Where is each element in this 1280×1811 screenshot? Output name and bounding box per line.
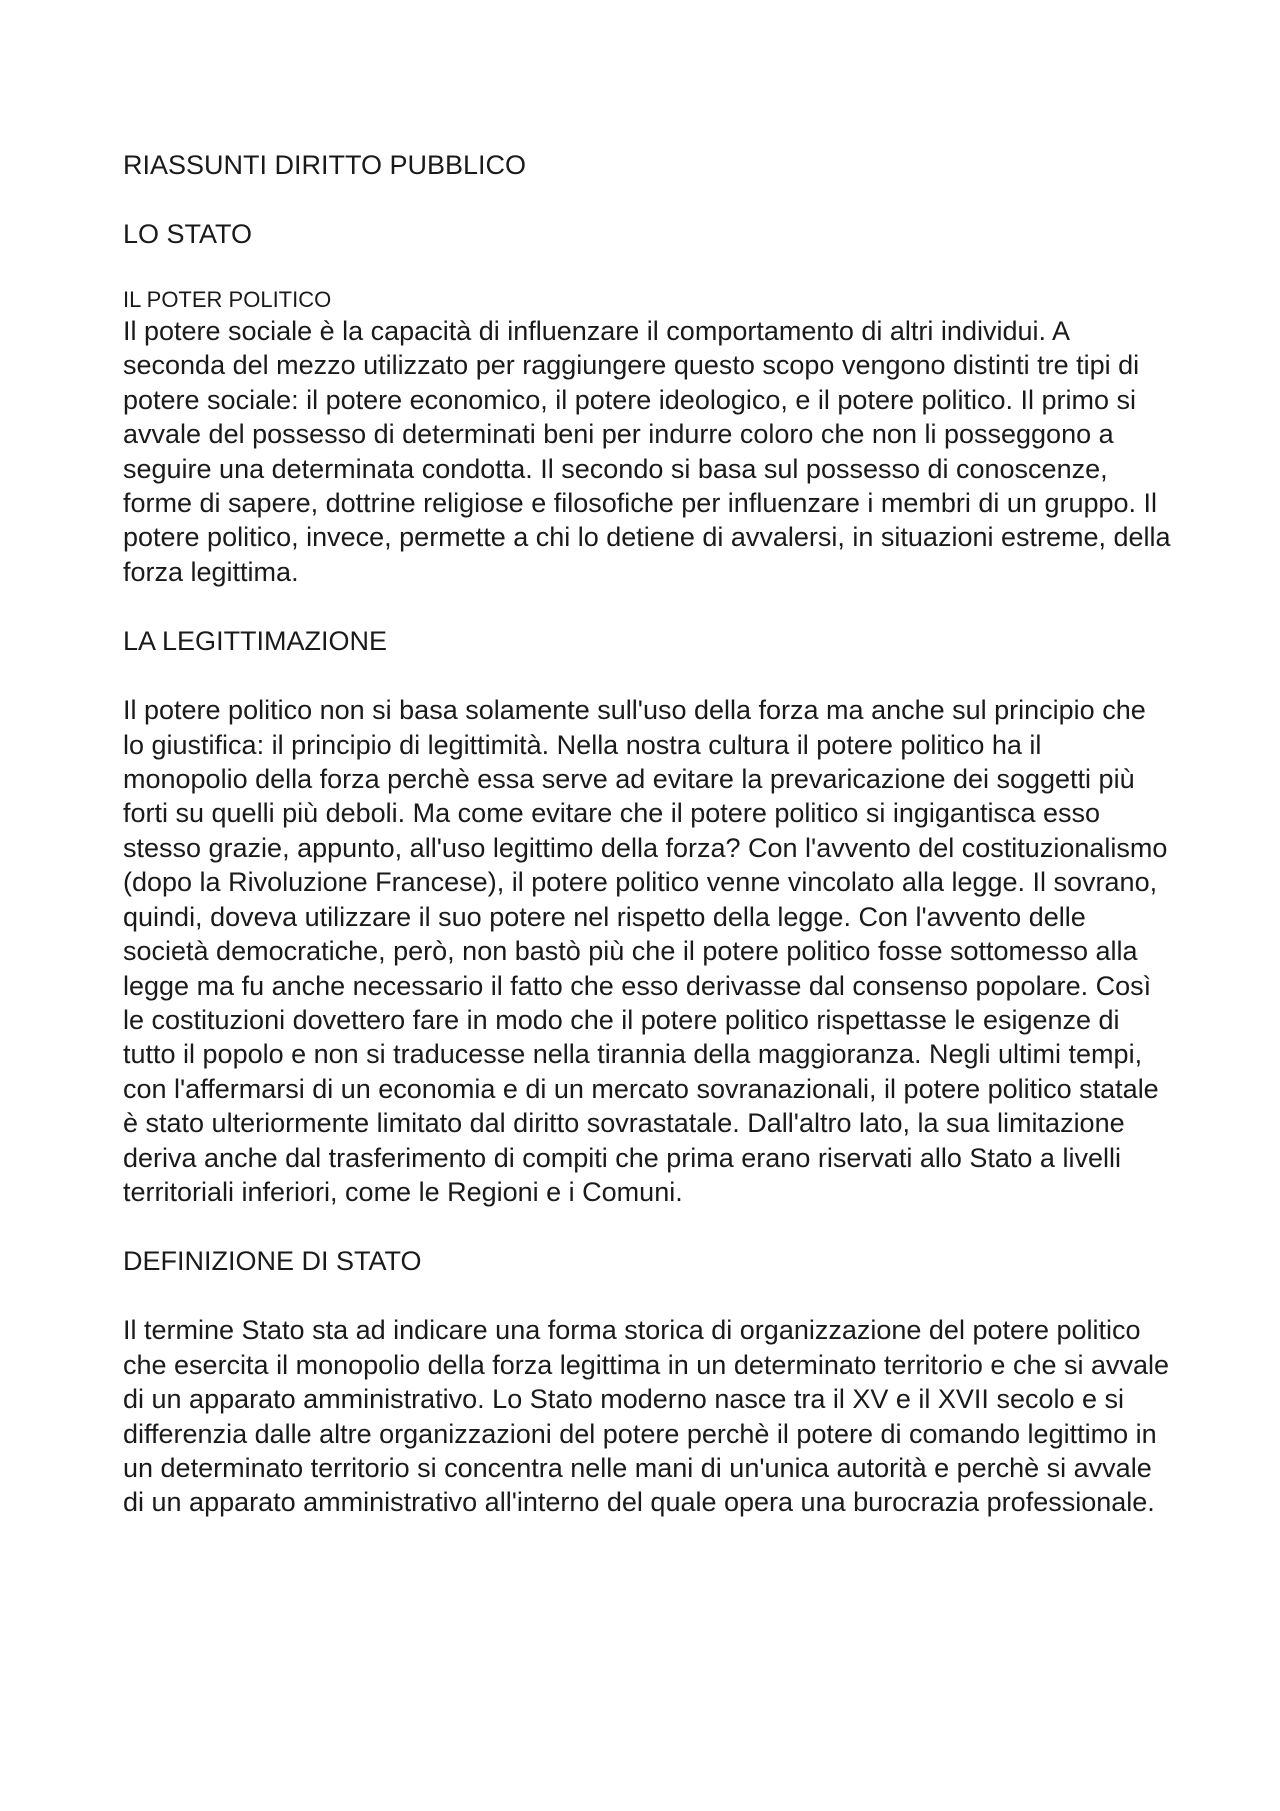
section-heading-lo-stato: LO STATO — [123, 219, 253, 249]
spacer — [123, 658, 1173, 693]
paragraph-potere-sociale: Il potere sociale è la capacità di influenzare il comportamento di altri individui. A seconda del mezzo utilizzato per raggiungere questo scopo vengono distinti tre tipi di potere sociale: il potere economico, il potere ideologico, e il potere politico. Il primo si avvale del possesso di determinati beni per indurre coloro che non li posseggono a seguire una determinata condotta. Il secondo si basa sul possesso di conoscenze, forme di sapere, dottrine religiose e filosofiche per influenzare i membri di un gruppo. Il potere politico, invece, permette a chi lo detiene di avvalersi, in situazioni estreme, della forza legittima. — [123, 316, 1171, 587]
spacer — [123, 1278, 1173, 1313]
spacer — [123, 1209, 1173, 1244]
section-heading-legittimazione: LA LEGITTIMAZIONE — [123, 626, 388, 657]
spacer — [123, 182, 1173, 217]
section-heading-definizione-stato: DEFINIZIONE DI STATO — [123, 1246, 422, 1277]
paragraph-legittimazione: Il potere politico non si basa solamente sull'uso della forza ma anche sul principio che lo giustifica: il principio di legittimità. Nella nostra cultura il potere politico ha il monopolio della forza perchè essa serve ad evitare la prevaricazione dei soggetti più forti su quelli più deboli. Ma come evitare che il potere politico si ingigantisca esso stesso grazie, appunto, all'uso legittimo della forza? Con l'avvento del costituzionalismo (dopo la Rivoluzione Francese), il potere politico venne vincolato alla legge. Il sovrano, quindi, doveva utilizzare il suo potere nel rispetto della legge. Con l'avvento delle società democratiche, però, non bastò più che il potere politico fosse sottomesso alla legge ma fu anche necessario il fatto che esso derivasse dal consenso popolare. Così le costituzioni dovettero fare in modo che il potere politico rispettasse le esigenze di tutto il popolo e non si traducesse nella tirannia della maggioranza. Negli ultimi tempi, con l'affermarsi di un economia e di un mercato sovranazionali, il potere politico statale è stato ulteriormente limitato dal diritto sovrastatale. Dall'altro lato, la sua limitazione deriva anche dal trasferimento di compiti che prima erano riservati allo Stato a livelli territoriali inferiori, come le Regioni e i Comuni. — [123, 695, 1168, 1207]
paragraph-definizione-stato: Il termine Stato sta ad indicare una forma storica di organizzazione del potere politico che esercita il monopolio della forza legittima in un determinato territorio e che si avvale di un apparato amministrativo. Lo Stato moderno nasce tra il XV e il XVII secolo e si differenzia dalle altre organizzazioni del potere perchè il potere di comando legittimo in un determinato territorio si concentra nelle mani di un'unica autorità e perchè si avvale di un apparato amministrativo all'interno del quale opera una burocrazia professionale. — [123, 1315, 1170, 1518]
document-page — [123, 148, 1173, 1520]
subheading-poter-politico: IL POTER POLITICO — [123, 287, 332, 312]
spacer — [123, 589, 1173, 624]
document-title: RIASSUNTI DIRITTO PUBBLICO — [123, 150, 527, 180]
spacer — [123, 251, 1173, 286]
